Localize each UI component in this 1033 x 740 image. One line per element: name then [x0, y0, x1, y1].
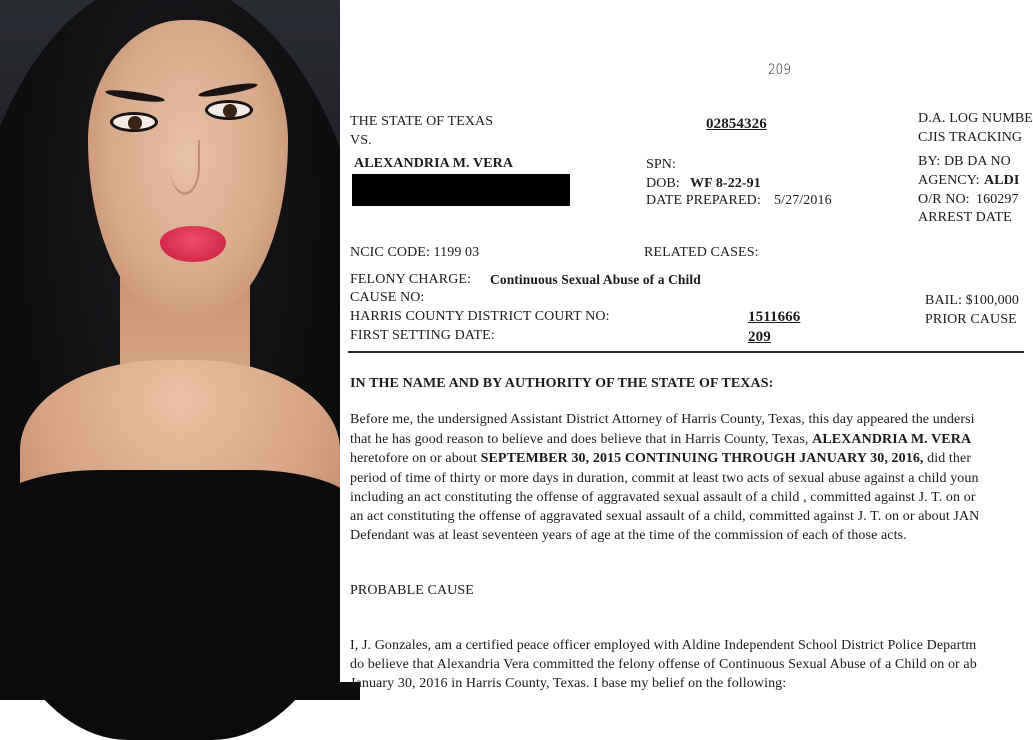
related-cases: RELATED CASES: [644, 245, 759, 260]
handwritten-number: 209 [768, 62, 792, 78]
case-number: 02854326 [706, 116, 767, 132]
offense-dates: SEPTEMBER 30, 2015 CONTINUING THROUGH JANUARY 30, 2016, [480, 451, 924, 466]
court-document [340, 0, 1033, 691]
body-text: that he has good reason to believe and does believe that in Harris County, Texas, [350, 432, 809, 447]
ncic-code: NCIC CODE: 1199 03 [350, 245, 480, 260]
dob-value: WF 8-22-91 [690, 176, 761, 191]
first-setting-label: FIRST SETTING DATE: [350, 328, 495, 343]
or-number-value: 160297 [976, 192, 1019, 207]
probable-cause-line: January 30, 2016 in Harris County, Texas. I base my belief on the following: [350, 676, 787, 691]
right-eye [205, 100, 253, 120]
body-line: including an act constituting the offense of aggravated sexual assault of a child , committed against J. T. on or [350, 490, 976, 505]
defendant-name-inline: ALEXANDRIA M. VERA [812, 432, 972, 447]
redaction-bar [352, 174, 570, 206]
state-line: THE STATE OF TEXAS [350, 114, 494, 129]
black-top [0, 470, 360, 700]
probable-cause-line: I, J. Gonzales, am a certified peace officer employed with Aldine Independent School District Police Departm [350, 638, 977, 653]
first-setting-value: 209 [748, 329, 771, 345]
by-line: BY: DB DA NO [918, 154, 1011, 169]
section-divider [348, 351, 1024, 353]
defendant-name: ALEXANDRIA M. VERA [354, 156, 514, 171]
authority-heading: IN THE NAME AND BY AUTHORITY OF THE STATE OF TEXAS: [350, 376, 774, 391]
or-number-label: O/R NO: [918, 192, 970, 207]
body-text: heretofore on or about [350, 451, 477, 466]
portrait-photo [0, 0, 340, 682]
prior-cause: PRIOR CAUSE [925, 312, 1017, 327]
body-line: Defendant was at least seventeen years of age at the time of the commission of each of those acts. [350, 528, 907, 543]
cause-number: CAUSE NO: [350, 290, 425, 305]
dob-label: DOB: [646, 176, 680, 191]
body-line [350, 432, 971, 448]
court-number-value: 1511666 [748, 309, 801, 325]
agency-value: ALDI [984, 173, 1020, 188]
probable-cause-heading: PROBABLE CAUSE [350, 583, 474, 598]
cjis-tracking: CJIS TRACKING [918, 130, 1023, 145]
body-line: Before me, the undersigned Assistant District Attorney of Harris County, Texas, this day appeared the undersi [350, 412, 975, 427]
nose [170, 140, 200, 195]
probable-cause-line: do believe that Alexandria Vera committed the felony offense of Continuous Sexual Abuse of a Child on or ab [350, 657, 977, 672]
body-line: period of time of thirty or more days in duration, commit at least two acts of sexual abuse against a child youn [350, 471, 979, 486]
court-number-label: HARRIS COUNTY DISTRICT COURT NO: [350, 309, 610, 324]
felony-charge-value: Continuous Sexual Abuse of a Child [490, 272, 701, 287]
bail: BAIL: $100,000 [925, 293, 1019, 308]
vs-line: VS. [350, 133, 372, 148]
body-text: did ther [927, 451, 972, 466]
body-line [350, 451, 971, 467]
left-eye [110, 112, 158, 132]
agency-label: AGENCY: [918, 173, 980, 188]
body-line: an act constituting the offense of aggravated sexual assault of a child, committed against J. T. on or about JAN [350, 509, 980, 524]
arrest-date: ARREST DATE [918, 210, 1012, 225]
date-prepared-value: 5/27/2016 [774, 193, 832, 208]
date-prepared-label: DATE PREPARED: [646, 193, 761, 208]
spn-label: SPN: [646, 157, 676, 172]
da-log-number: D.A. LOG NUMBE [918, 111, 1033, 126]
felony-charge-label: FELONY CHARGE: [350, 272, 472, 287]
